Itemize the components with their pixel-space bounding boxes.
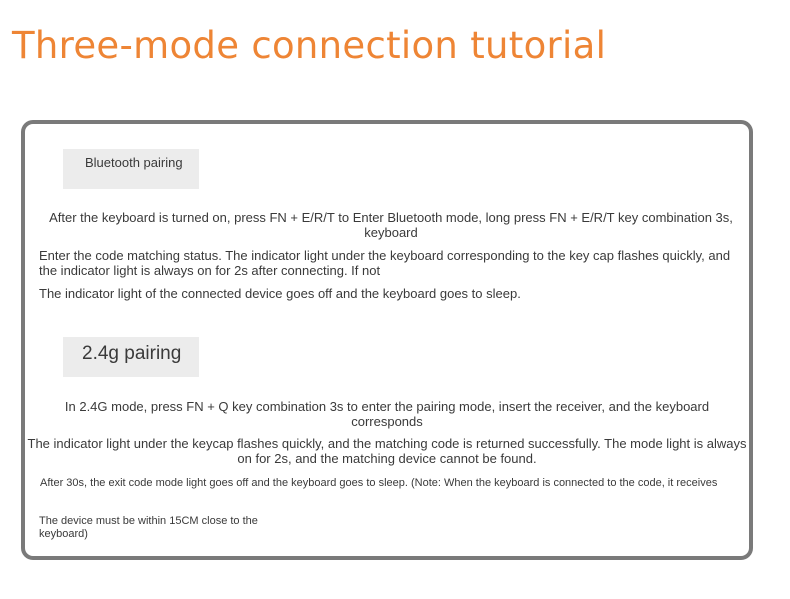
pairing-24g-step-2: The indicator light under the keycap flashes quickly, and the matching code is returned successfully. The mode light is always on for 2s, and the matching device cannot be found. — [27, 436, 747, 466]
pairing-24g-step-3: After 30s, the exit code mode light goes off and the keyboard goes to sleep. (Note: When the keyboard is connected to the code, it receives — [40, 477, 718, 489]
bluetooth-step-3: The indicator light of the connected device goes off and the keyboard goes to sleep. — [39, 286, 521, 301]
bluetooth-step-2: Enter the code matching status. The indicator light under the keyboard corresponding to the key cap flashes quickly, and the indicator light is always on for 2s after connecting. If not — [39, 248, 731, 278]
pairing-24g-label: 2.4g pairing — [63, 337, 199, 377]
tutorial-panel — [21, 120, 753, 560]
page-title: Three-mode connection tutorial — [12, 24, 607, 67]
bluetooth-pairing-label: Bluetooth pairing — [63, 149, 199, 189]
bluetooth-step-1: After the keyboard is turned on, press FN + E/R/T to Enter Bluetooth mode, long press FN + E/R/T key combination 3s, keyboard — [49, 210, 733, 240]
pairing-24g-step-1: In 2.4G mode, press FN + Q key combination 3s to enter the pairing mode, insert the receiver, and the keyboard corresponds — [64, 399, 710, 429]
pairing-24g-note: The device must be within 15CM close to the keyboard) — [39, 515, 258, 540]
